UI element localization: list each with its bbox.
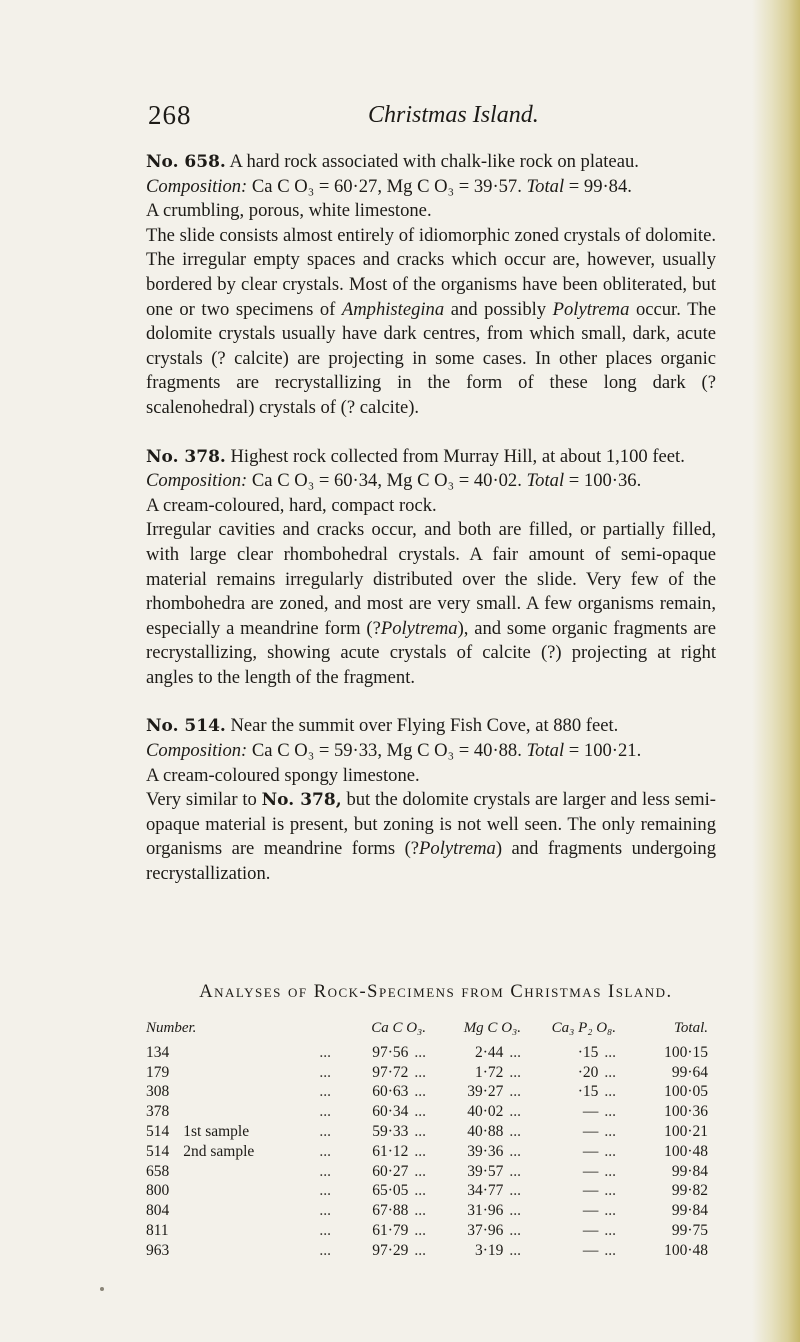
cell-number: [146, 1063, 331, 1083]
cell-caco3: [331, 1122, 426, 1142]
table-header-row: [146, 1019, 708, 1043]
leader-dots: ...: [319, 1142, 331, 1160]
genus-name: Polytrema: [380, 617, 458, 639]
column-header-number: Number.: [146, 1020, 197, 1036]
cell-ca3p2o8: [521, 1082, 616, 1102]
entry-heading: [146, 150, 716, 175]
cell-total: [616, 1221, 708, 1241]
table-row: [146, 1162, 708, 1182]
leader-dots: ...: [604, 1162, 616, 1180]
specimen-entry-658: [146, 150, 716, 421]
sample-number: No. 658.: [146, 152, 226, 172]
cell-value: —: [582, 1182, 599, 1200]
leader-dots: ...: [509, 1142, 521, 1160]
cell-value: 31·96: [467, 1202, 504, 1220]
leader-dots: ...: [509, 1162, 521, 1180]
column-header-caco3: Ca C O₃.: [371, 1020, 426, 1036]
specimen-number: 308: [146, 1083, 170, 1101]
leader-dots: ...: [509, 1221, 521, 1239]
cell-mgco3: [426, 1043, 521, 1063]
cell-caco3: [331, 1241, 426, 1261]
page-body: [146, 150, 716, 911]
cell-value: —: [582, 1221, 599, 1239]
leader-dots: ...: [604, 1202, 616, 1220]
leader-dots: ...: [319, 1202, 331, 1220]
analyses-title: Analyses of Rock-Specimens from Christmas Island.: [199, 982, 673, 1002]
leader-dots: ...: [319, 1122, 331, 1140]
cell-caco3: [331, 1082, 426, 1102]
cell-number: [146, 1221, 331, 1241]
cell-value: 60·34: [372, 1103, 409, 1121]
leader-dots: ...: [604, 1221, 616, 1239]
cell-value: 99·75: [671, 1221, 708, 1239]
cell-value: 40·88: [467, 1122, 504, 1140]
cell-mgco3: [426, 1221, 521, 1241]
composition-line: [146, 175, 716, 200]
leader-dots: ...: [604, 1122, 616, 1140]
cell-number: [146, 1142, 331, 1162]
table-row: [146, 1122, 708, 1142]
sample-label: 1st sample: [183, 1122, 250, 1140]
column-header-ca3p2o8: Ca₃ P₂ O₈.: [551, 1020, 616, 1036]
description-long: [146, 788, 716, 886]
sample-number: No. 378.: [146, 446, 226, 467]
cell-value: 39·36: [467, 1142, 504, 1160]
cell-number: [146, 1122, 331, 1142]
leader-dots: ...: [509, 1202, 521, 1220]
total-label: Total: [526, 740, 565, 762]
cell-number: [146, 1082, 331, 1102]
cell-mgco3: [426, 1181, 521, 1201]
table-row: [146, 1181, 708, 1201]
composition-line: [146, 469, 716, 494]
leader-dots: ...: [319, 1162, 331, 1180]
cell-value: —: [582, 1202, 599, 1220]
cell-value: 99·82: [671, 1182, 708, 1200]
cell-number: [146, 1241, 331, 1261]
cell-ca3p2o8: [521, 1162, 616, 1182]
sample-label: 2nd sample: [183, 1142, 255, 1160]
cell-mgco3: [426, 1241, 521, 1261]
cell-number: [146, 1043, 331, 1063]
cell-mgco3: [426, 1162, 521, 1182]
description-long: [146, 224, 716, 421]
total-value: = 99·84.: [568, 175, 632, 197]
composition-line: [146, 739, 716, 764]
leader-dots: ...: [604, 1103, 616, 1121]
table-row: [146, 1142, 708, 1162]
cell-value: 100·05: [664, 1083, 708, 1101]
leader-dots: ...: [414, 1142, 426, 1160]
leader-dots: ...: [509, 1182, 521, 1200]
cell-value: 99·84: [671, 1202, 708, 1220]
cell-total: [616, 1201, 708, 1221]
cell-ca3p2o8: [521, 1201, 616, 1221]
cell-value: ·15: [577, 1083, 599, 1101]
leader-dots: ...: [319, 1221, 331, 1239]
cell-caco3: [331, 1201, 426, 1221]
page-number: 268: [148, 100, 192, 130]
description-short: A cream-coloured, hard, compact rock.: [146, 494, 437, 516]
cell-number: [146, 1102, 331, 1122]
cell-value: 34·77: [467, 1182, 504, 1200]
specimen-number: 179: [146, 1063, 170, 1081]
cell-ca3p2o8: [521, 1241, 616, 1261]
leader-dots: ...: [414, 1182, 426, 1200]
cell-value: 40·02: [467, 1103, 504, 1121]
leader-dots: ...: [319, 1182, 331, 1200]
cell-value: 3·19: [474, 1241, 504, 1259]
leader-dots: ...: [414, 1162, 426, 1180]
specimen-number: 963: [146, 1241, 170, 1259]
cell-total: [616, 1142, 708, 1162]
cell-value: 100·36: [664, 1103, 708, 1121]
cell-number: [146, 1201, 331, 1221]
sample-number: No. 514.: [146, 716, 226, 737]
entry-heading: [146, 445, 716, 470]
cell-value: 100·15: [664, 1043, 708, 1061]
cell-ca3p2o8: [521, 1221, 616, 1241]
cell-value: 61·12: [372, 1142, 409, 1160]
cell-value: 100·21: [664, 1122, 708, 1140]
description-text: and possibly: [450, 298, 547, 320]
cell-value: 100·48: [664, 1142, 708, 1160]
cell-mgco3: [426, 1122, 521, 1142]
description-text: occur. The dolomite crystals usually have dark centres, from which small, dark, acute crystals (? calcite) are projecting in some cases. In other places organic fragments are recrystallizing in the form of these long dark (? scalenohedral) crystals of (? calcite).: [146, 298, 716, 418]
cell-total: [616, 1162, 708, 1182]
leader-dots: ...: [414, 1122, 426, 1140]
leader-dots: ...: [319, 1043, 331, 1061]
cell-value: —: [582, 1162, 599, 1180]
leader-dots: ...: [319, 1063, 331, 1081]
cell-caco3: [331, 1043, 426, 1063]
running-title: Christmas Island.: [368, 102, 539, 128]
table-row: [146, 1043, 708, 1063]
description-text: ) and fragments undergoing recrystallization.: [146, 838, 717, 885]
description-long: [146, 518, 716, 690]
leader-dots: ...: [604, 1241, 616, 1259]
cell-value: —: [582, 1241, 599, 1259]
specimen-number: 800: [146, 1182, 170, 1200]
column-header-mgco3: Mg C O₃.: [463, 1020, 521, 1036]
total-value: = 100·21.: [568, 740, 642, 762]
page-speck: [100, 1287, 104, 1291]
table-row: [146, 1082, 708, 1102]
cell-value: 97·56: [372, 1043, 409, 1061]
page-edge-shading: [752, 0, 800, 1342]
description-text: but the dolomite crystals are larger and less semi-opaque material is present, but zoning is not well seen. The only remaining organisms are meandrine forms (?: [146, 789, 717, 860]
entry-heading: [146, 714, 716, 739]
table-row: [146, 1063, 708, 1083]
analyses-section: [146, 982, 726, 1261]
cell-mgco3: [426, 1142, 521, 1162]
composition-label: Composition:: [146, 175, 248, 197]
leader-dots: ...: [604, 1043, 616, 1061]
page-header: [0, 100, 800, 140]
cell-value: 37·96: [467, 1221, 504, 1239]
cell-ca3p2o8: [521, 1063, 616, 1083]
leader-dots: ...: [414, 1083, 426, 1101]
specimen-number: 134: [146, 1043, 170, 1061]
description-text: Very similar to: [146, 789, 257, 811]
analyses-table-body: [146, 1043, 708, 1261]
description-short: A cream-coloured spongy limestone.: [146, 764, 420, 786]
cell-caco3: [331, 1221, 426, 1241]
description-short: A crumbling, porous, white limestone.: [146, 200, 432, 222]
sample-heading: A hard rock associated with chalk-like rock on plateau.: [229, 151, 639, 172]
cell-mgco3: [426, 1082, 521, 1102]
analyses-table: [146, 1019, 708, 1261]
specimen-entry-378: [146, 445, 716, 691]
leader-dots: ...: [509, 1043, 521, 1061]
composition-values: Ca C O₃ = 60·34, Mg C O₃ = 40·02.: [251, 470, 522, 492]
genus-name: Polytrema: [419, 838, 496, 860]
description-text: ), and some organic fragments are recrystallizing, showing acute crystals of calcite (?) projecting at right angles to the length of the fragment.: [146, 617, 716, 688]
cell-value: 2·44: [474, 1043, 504, 1061]
sample-heading: Near the summit over Flying Fish Cove, at 880 feet.: [230, 715, 619, 737]
leader-dots: ...: [604, 1083, 616, 1101]
cell-value: 99·84: [671, 1162, 708, 1180]
specimen-number: 804: [146, 1202, 170, 1220]
cell-value: —: [582, 1103, 599, 1121]
cell-value: 39·27: [467, 1083, 504, 1101]
cell-value: 39·57: [467, 1162, 504, 1180]
leader-dots: ...: [414, 1043, 426, 1061]
leader-dots: ...: [604, 1182, 616, 1200]
cell-mgco3: [426, 1063, 521, 1083]
leader-dots: ...: [414, 1221, 426, 1239]
cell-caco3: [331, 1063, 426, 1083]
composition-label: Composition:: [146, 470, 248, 492]
leader-dots: ...: [509, 1063, 521, 1081]
total-label: Total: [526, 175, 565, 197]
cell-value: 67·88: [372, 1202, 409, 1220]
specimen-number: 514: [146, 1122, 170, 1140]
cell-ca3p2o8: [521, 1043, 616, 1063]
table-row: [146, 1201, 708, 1221]
cell-mgco3: [426, 1102, 521, 1122]
column-header-total: Total.: [673, 1020, 708, 1036]
sample-heading: Highest rock collected from Murray Hill, at about 1,100 feet.: [230, 445, 685, 467]
cell-caco3: [331, 1142, 426, 1162]
total-label: Total: [526, 470, 565, 492]
leader-dots: ...: [319, 1103, 331, 1121]
composition-values: Ca C O₃ = 59·33, Mg C O₃ = 40·88.: [251, 740, 522, 762]
cell-value: 60·63: [372, 1083, 409, 1101]
cell-ca3p2o8: [521, 1122, 616, 1142]
cell-number: [146, 1162, 331, 1182]
cell-caco3: [331, 1181, 426, 1201]
cell-total: [616, 1063, 708, 1083]
cell-caco3: [331, 1162, 426, 1182]
leader-dots: ...: [319, 1241, 331, 1259]
cell-ca3p2o8: [521, 1181, 616, 1201]
cell-value: ·20: [577, 1063, 599, 1081]
leader-dots: ...: [414, 1241, 426, 1259]
cell-number: [146, 1181, 331, 1201]
table-row: [146, 1102, 708, 1122]
cell-total: [616, 1181, 708, 1201]
cell-total: [616, 1102, 708, 1122]
specimen-number: 658: [146, 1162, 170, 1180]
cell-ca3p2o8: [521, 1102, 616, 1122]
composition-values: Ca C O₃ = 60·27, Mg C O₃ = 39·57.: [251, 175, 522, 197]
leader-dots: ...: [319, 1083, 331, 1101]
cell-value: —: [582, 1122, 599, 1140]
cell-ca3p2o8: [521, 1142, 616, 1162]
cell-total: [616, 1241, 708, 1261]
cell-value: 97·72: [372, 1063, 409, 1081]
cell-value: 1·72: [474, 1063, 504, 1081]
cell-total: [616, 1122, 708, 1142]
description-text: Irregular cavities and cracks occur, and both are filled, or partially filled, with large clear rhombohedral crystals. A fair amount of semi-opaque material remains irregularly distributed over the slide. Very few of the rhombohedra are zoned, and most are very small. A few organisms remain, especially a meandrine form (?: [146, 519, 716, 639]
cell-value: 65·05: [372, 1182, 409, 1200]
specimen-entry-514: [146, 714, 716, 886]
leader-dots: ...: [509, 1083, 521, 1101]
cell-value: ·15: [577, 1043, 599, 1061]
cell-value: 100·48: [664, 1241, 708, 1259]
composition-label: Composition:: [146, 740, 248, 762]
leader-dots: ...: [509, 1241, 521, 1259]
leader-dots: ...: [414, 1103, 426, 1121]
cell-value: —: [582, 1142, 599, 1160]
specimen-number: 514: [146, 1142, 170, 1160]
leader-dots: ...: [604, 1142, 616, 1160]
cell-value: 61·79: [372, 1221, 409, 1239]
cell-total: [616, 1082, 708, 1102]
genus-name: Polytrema: [552, 298, 630, 320]
description-text: The slide consists almost entirely of idiomorphic zoned crystals of dolomite. The irregular empty spaces and cracks which occur are, however, usually bordered by clear crystals. Most of the organisms have been obliterated, but one or two specimens of: [146, 224, 716, 320]
table-row: [146, 1241, 708, 1261]
genus-name: Amphistegina: [341, 298, 445, 320]
specimen-number: 811: [146, 1221, 169, 1239]
leader-dots: ...: [414, 1063, 426, 1081]
cell-value: 99·64: [671, 1063, 708, 1081]
cell-caco3: [331, 1102, 426, 1122]
cell-value: 59·33: [372, 1122, 409, 1140]
total-value: = 100·36.: [568, 470, 642, 492]
leader-dots: ...: [414, 1202, 426, 1220]
cell-value: 97·29: [372, 1241, 409, 1259]
cell-total: [616, 1043, 708, 1063]
leader-dots: ...: [509, 1122, 521, 1140]
leader-dots: ...: [509, 1103, 521, 1121]
specimen-number: 378: [146, 1103, 170, 1121]
leader-dots: ...: [604, 1063, 616, 1081]
sample-reference: No. 378,: [261, 790, 342, 811]
table-row: [146, 1221, 708, 1241]
cell-mgco3: [426, 1201, 521, 1221]
cell-value: 60·27: [372, 1162, 409, 1180]
